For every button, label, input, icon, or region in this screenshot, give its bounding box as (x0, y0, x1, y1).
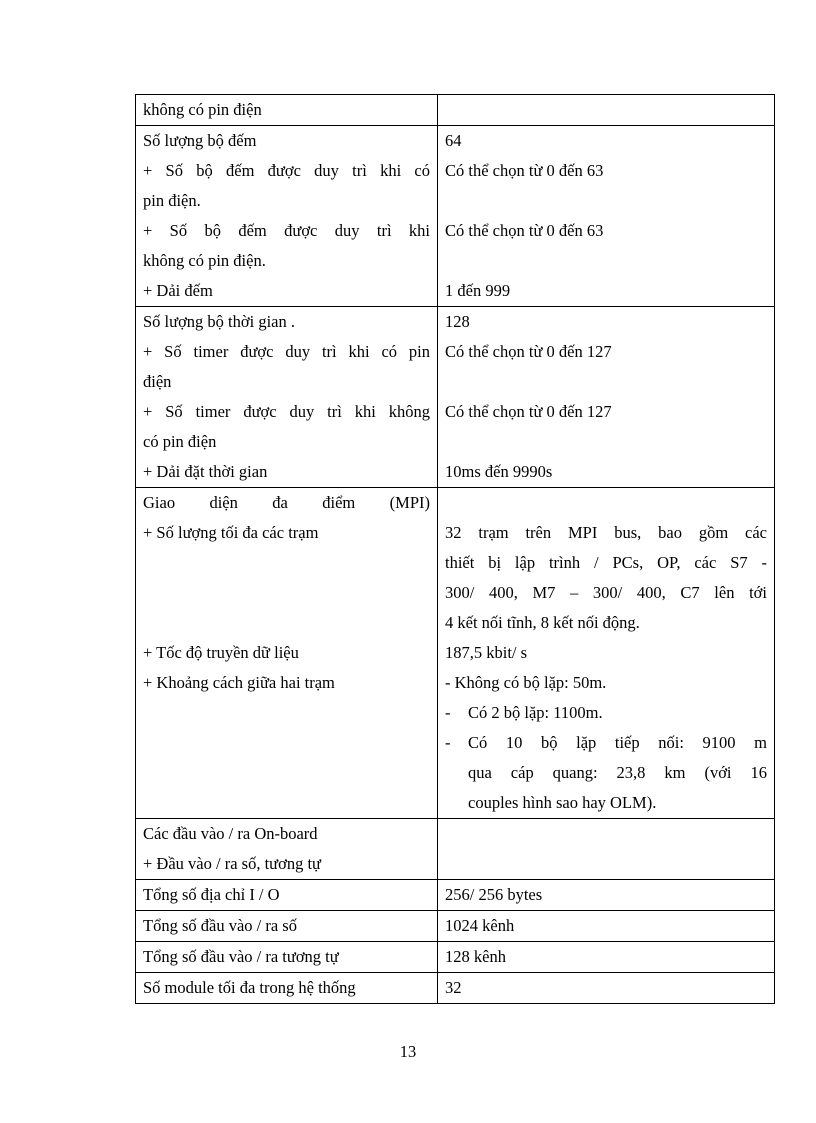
bullet-continuation: qua cáp quang: 23,8 km (với 16 (468, 763, 767, 782)
row-value-line: 187,5 kbit/ s (445, 643, 528, 662)
row-value-cell (438, 488, 775, 819)
row-value-line: thiết bị lập trình / PCs, OP, các S7 - (445, 553, 767, 572)
bullet-item (445, 728, 767, 758)
row-value-line: 32 (445, 978, 462, 997)
row-value-line: 300/ 400, M7 – 300/ 400, C7 lên tới (445, 583, 767, 602)
row-label-cell (136, 819, 438, 880)
row-label-cell (136, 942, 438, 973)
empty-line (445, 819, 767, 849)
row-value-line: 1024 kênh (445, 916, 515, 935)
table-row (136, 126, 775, 307)
row-label-line: + Đầu vào / ra số, tương tự (143, 854, 321, 873)
row-value-line: - Không có bộ lặp: 50m. (445, 673, 607, 692)
empty-line (445, 186, 767, 216)
row-value-cell (438, 880, 775, 911)
row-value-cell (438, 126, 775, 307)
row-label-line: + Số timer được duy trì khi không (143, 402, 430, 421)
empty-line (445, 427, 767, 457)
table-row (136, 488, 775, 819)
empty-line (445, 246, 767, 276)
row-label-cell (136, 880, 438, 911)
dash-marker: - (445, 703, 451, 722)
row-value-cell (438, 911, 775, 942)
spec-table (135, 94, 775, 1004)
row-label-line: Giao diện đa điểm (MPI) (143, 493, 430, 512)
row-value-cell (438, 307, 775, 488)
empty-line (143, 728, 430, 758)
row-label-line: pin điện. (143, 191, 201, 210)
empty-line (445, 849, 767, 879)
empty-line (445, 488, 767, 518)
table-row (136, 880, 775, 911)
bullet-text: Có 2 bộ lặp: 1100m. (468, 703, 603, 722)
row-label-line: Số module tối đa trong hệ thống (143, 978, 356, 997)
row-label-line: điện (143, 372, 172, 391)
row-value-line: 32 trạm trên MPI bus, bao gồm các (445, 523, 767, 542)
row-value-line: 128 kênh (445, 947, 506, 966)
row-label-cell (136, 307, 438, 488)
row-label-line: Tổng số địa chỉ I / O (143, 885, 280, 904)
row-label-cell (136, 973, 438, 1004)
page-number: 13 (399, 1042, 417, 1061)
empty-line (445, 95, 767, 125)
table-row (136, 973, 775, 1004)
bullet-item (445, 698, 767, 728)
row-value-line: Có thể chọn từ 0 đến 63 (445, 161, 604, 180)
row-label-cell (136, 126, 438, 307)
row-label-line: + Tốc độ truyền dữ liệu (143, 643, 299, 662)
row-label-line: + Khoảng cách giữa hai trạm (143, 673, 335, 692)
row-label-line: + Số lượng tối đa các trạm (143, 523, 319, 542)
row-value-line: 128 (445, 312, 470, 331)
table-row (136, 307, 775, 488)
row-label-line: Các đầu vào / ra On-board (143, 824, 318, 843)
dash-marker: - (445, 733, 451, 752)
table-row (136, 95, 775, 126)
row-label-line: + Dải đếm (143, 281, 213, 300)
empty-line (143, 548, 430, 578)
row-label-line: không có pin điện. (143, 251, 266, 270)
row-label-line: + Số bộ đếm được duy trì khi (143, 221, 430, 240)
empty-line (143, 698, 430, 728)
row-label-line: không có pin điện (143, 100, 262, 119)
row-value-line: Có thể chọn từ 0 đến 127 (445, 342, 612, 361)
row-value-cell (438, 973, 775, 1004)
row-value-line: 64 (445, 131, 462, 150)
table-row (136, 911, 775, 942)
row-value-cell (438, 942, 775, 973)
row-value-line: Có thể chọn từ 0 đến 63 (445, 221, 604, 240)
row-value-cell (438, 819, 775, 880)
row-label-line: + Số bộ đếm được duy trì khi có (143, 161, 430, 180)
table-row (136, 942, 775, 973)
bullet-text: Có 10 bộ lặp tiếp nối: 9100 m (468, 733, 767, 752)
table-row (136, 819, 775, 880)
row-value-line: 256/ 256 bytes (445, 885, 543, 904)
row-value-line: 1 đến 999 (445, 281, 511, 300)
row-value-cell (438, 95, 775, 126)
empty-line (143, 788, 430, 818)
row-value-line: 10ms đến 9990s (445, 462, 553, 481)
row-label-line: Tổng số đầu vào / ra tương tự (143, 947, 339, 966)
row-label-line: + Dải đặt thời gian (143, 462, 268, 481)
row-label-line: có pin điện (143, 432, 217, 451)
row-label-cell (136, 488, 438, 819)
empty-line (143, 758, 430, 788)
bullet-continuation: couples hình sao hay OLM). (468, 793, 657, 812)
row-label-line: Số lượng bộ thời gian . (143, 312, 295, 331)
row-label-line: + Số timer được duy trì khi có pin (143, 342, 430, 361)
row-label-line: Số lượng bộ đếm (143, 131, 257, 150)
empty-line (143, 608, 430, 638)
empty-line (445, 367, 767, 397)
row-value-line: 4 kết nối tĩnh, 8 kết nối động. (445, 613, 640, 632)
row-value-line: Có thể chọn từ 0 đến 127 (445, 402, 612, 421)
empty-line (143, 578, 430, 608)
row-label-line: Tổng số đầu vào / ra số (143, 916, 297, 935)
row-label-cell (136, 911, 438, 942)
row-label-cell (136, 95, 438, 126)
